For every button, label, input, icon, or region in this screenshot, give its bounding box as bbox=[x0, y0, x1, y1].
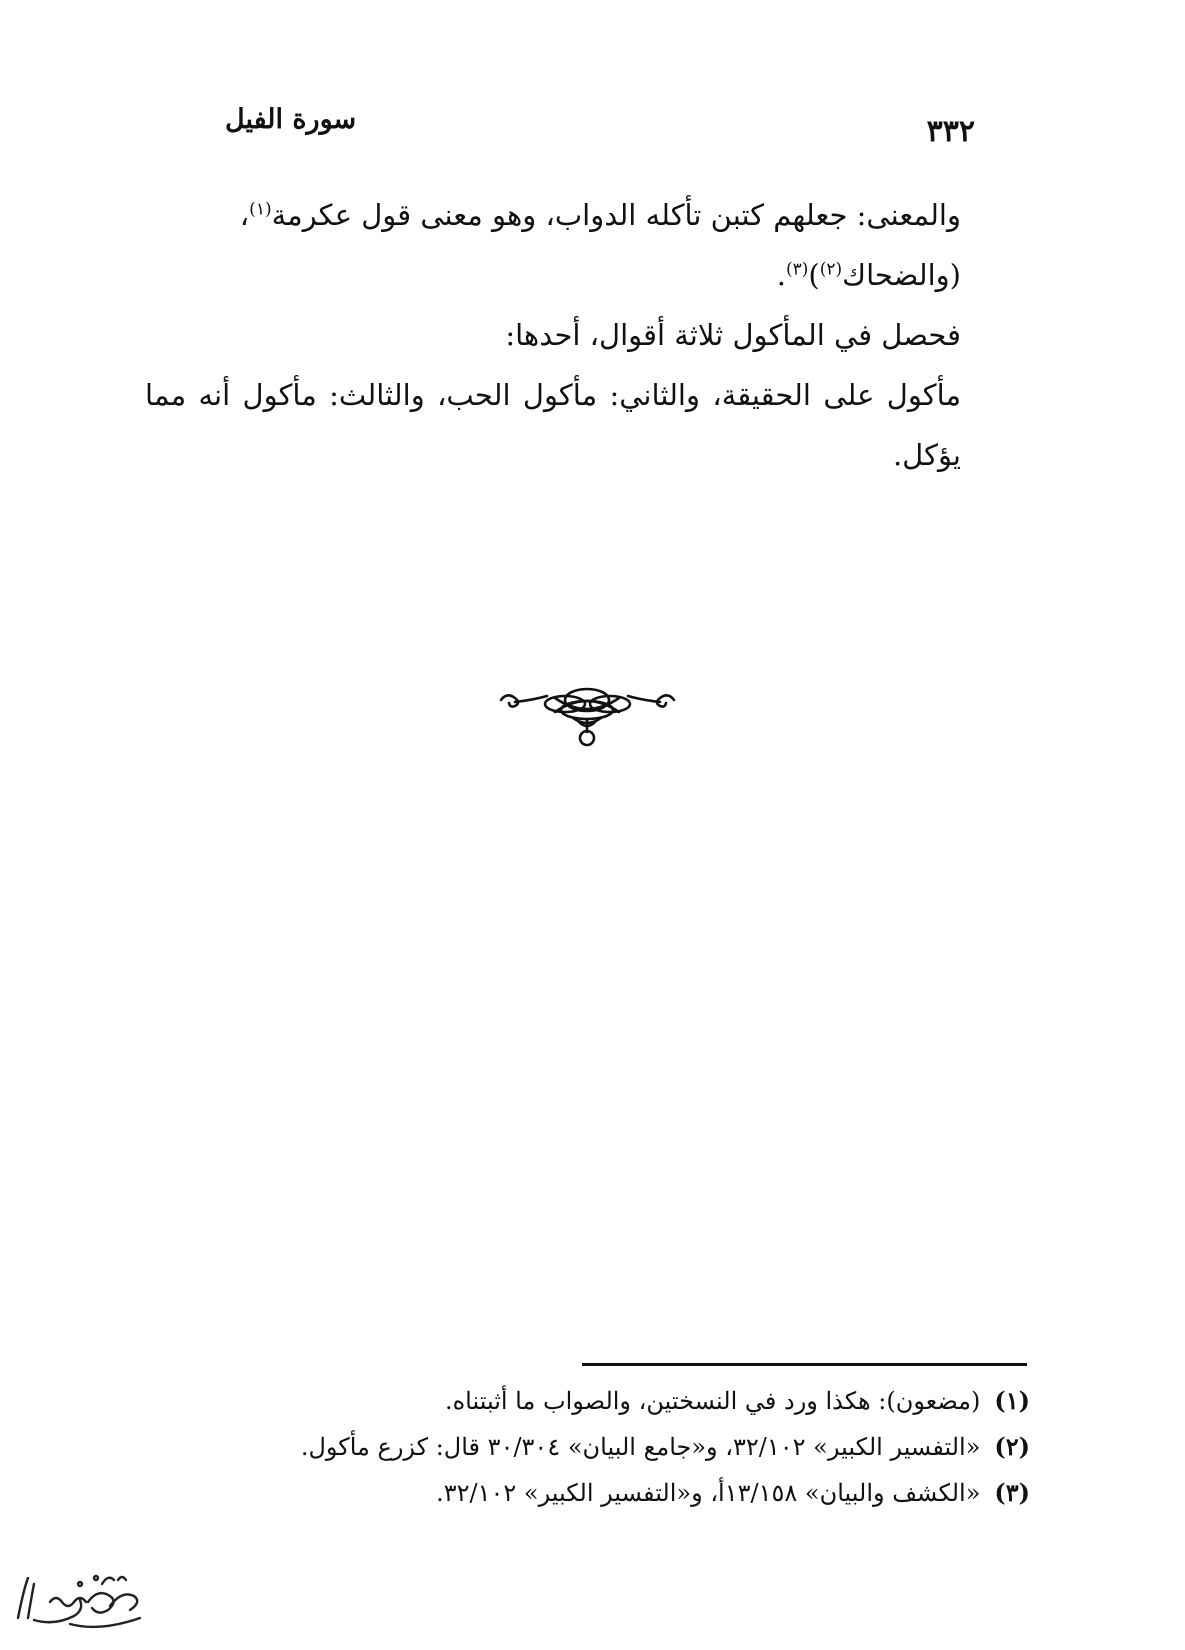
footnote-number: (١) bbox=[994, 1386, 1030, 1415]
footnote-2 bbox=[160, 1424, 1030, 1470]
library-calligraphy-stamp-icon bbox=[10, 1562, 155, 1637]
footnote-ref-2: (٢) bbox=[819, 259, 843, 280]
footnote-number: (٢) bbox=[994, 1432, 1030, 1461]
page-header bbox=[0, 100, 1185, 150]
paragraph-sayings-list: مأكول على الحقيقة، والثاني: مأكول الحب، والثالث: مأكول أنه مما يؤكل. bbox=[145, 378, 961, 472]
paragraph-meaning-text-2: ، (والضحاك bbox=[239, 198, 961, 292]
footnote-text: «التفسير الكبير» ٣٢/١٠٢، و«جامع البيان» ٣٠/٣٠٤ قال: كزرع مأكول. bbox=[300, 1433, 981, 1461]
footnote-ref-3: (٣) bbox=[786, 259, 809, 280]
footnote-1 bbox=[160, 1378, 1030, 1424]
paragraph-meaning-text: والمعنى: جعلهم كتبن تأكله الدواب، وهو معنى قول عكرمة bbox=[271, 198, 961, 232]
paragraph-meaning-text-3: ) bbox=[808, 258, 820, 292]
footnote-text: «الكشف والبيان» ١٣/١٥٨أ، و«التفسير الكبير» ٣٢/١٠٢. bbox=[436, 1479, 981, 1507]
page-number: ٣٣٢ bbox=[926, 114, 975, 149]
footnote-separator bbox=[582, 1363, 1027, 1366]
main-text bbox=[145, 185, 1035, 485]
footnote-text: (مضعون): هكذا ورد في النسختين، والصواب ما أثبتناه. bbox=[444, 1387, 981, 1415]
footnote-3 bbox=[160, 1470, 1030, 1516]
decorative-knot-ornament-icon bbox=[495, 680, 680, 750]
running-title: سورة الفيل bbox=[225, 104, 357, 135]
paragraph-meaning-text-4: . bbox=[776, 258, 786, 292]
paragraph-three-sayings: فحصل في المأكول ثلاثة أقوال، أحدها: bbox=[505, 318, 961, 352]
footnote-number: (٣) bbox=[994, 1478, 1030, 1507]
footnote-ref-1: (١) bbox=[249, 199, 272, 220]
footnotes bbox=[160, 1378, 1030, 1516]
paragraph-meaning bbox=[145, 185, 1035, 305]
